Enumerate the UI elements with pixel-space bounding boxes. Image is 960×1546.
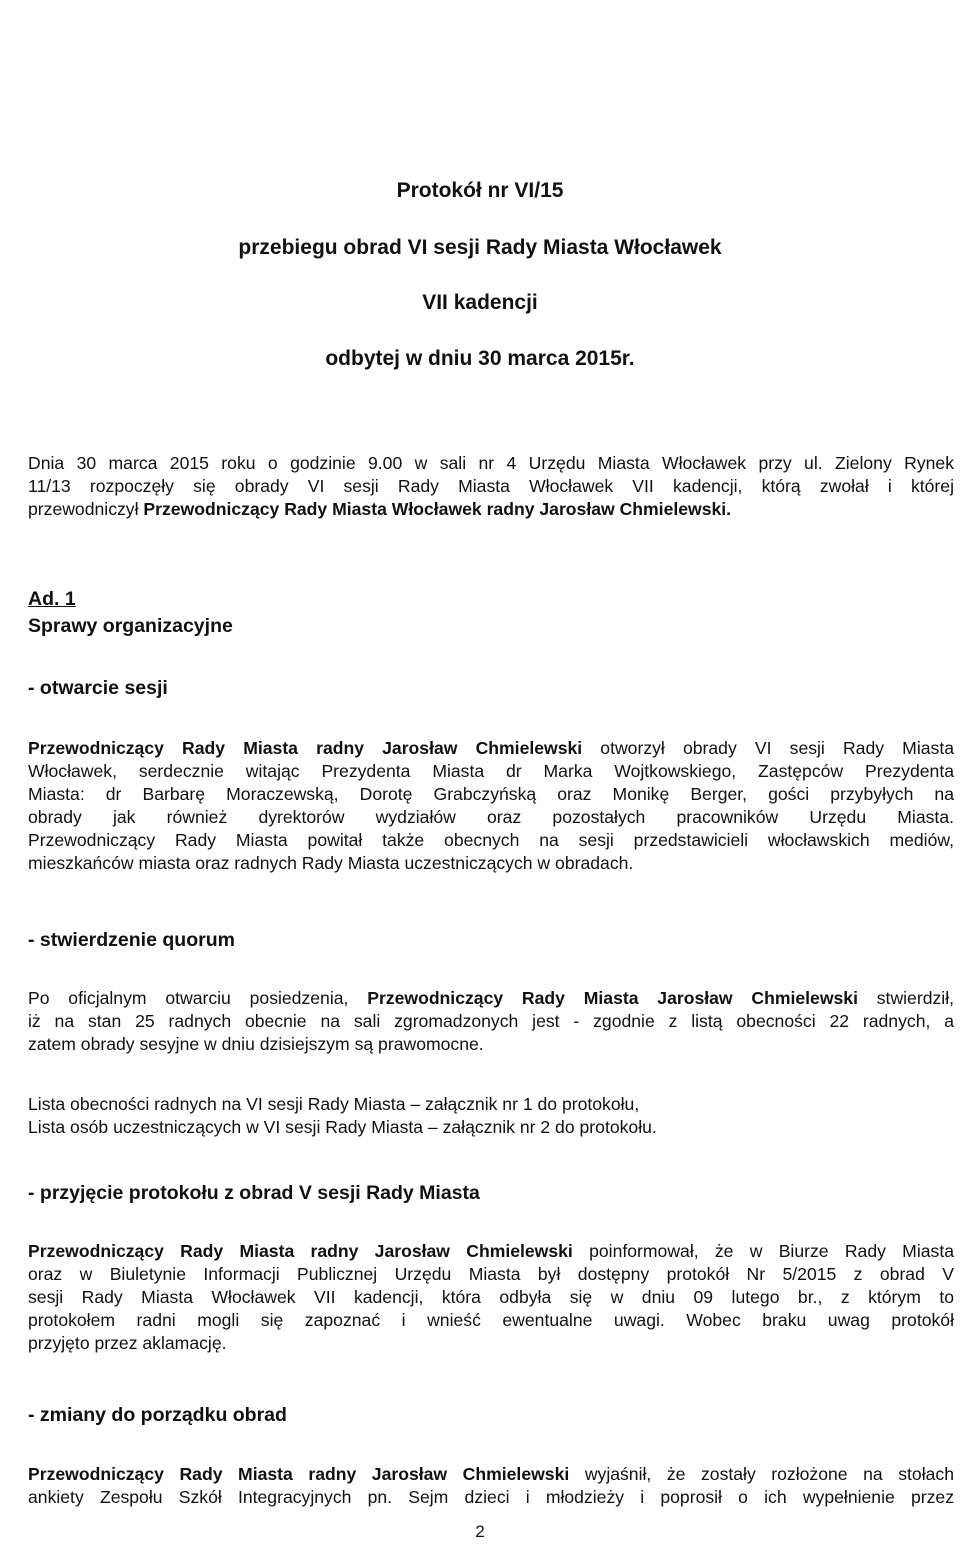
quorum-paragraph <box>28 987 954 1056</box>
intro-line-2: 11/13 rozpoczęły się obrady VI sesji Rady Miasta Włocławek VII kadencji, którą zwołał i której <box>28 476 954 496</box>
opening-paragraph <box>28 737 954 875</box>
opening-line-1-text: otworzył obrady VI sesji Rady Miasta <box>582 738 955 758</box>
heading-opening: - otwarcie sesji <box>28 677 168 699</box>
attachment-2: Lista osób uczestniczących w VI sesji Rady Miasta – załącznik nr 2 do protokołu. <box>28 1117 657 1137</box>
minutes-line-4: protokołem radni mogli się zapoznać i wnieść ewentualne uwagi. Wobec braku uwag protokół <box>28 1310 954 1330</box>
minutes-line-3: sesji Rady Miasta Włocławek VII kadencji, która odbyła się w dniu 09 lutego br., z którym to <box>28 1287 954 1307</box>
minutes-line-1-text: poinformował, że w Biurze Rady Miasta <box>572 1241 954 1261</box>
intro-line-3-text: przewodniczył <box>28 499 144 519</box>
ad-1-label: Ad. 1 <box>28 588 76 610</box>
minutes-line-1 <box>28 1240 954 1263</box>
protocol-subtitle: przebiegu obrad VI sesji Rady Miasta Włocławek <box>238 236 722 259</box>
minutes-paragraph <box>28 1240 954 1355</box>
minutes-line-2: oraz w Biuletynie Informacji Publicznej Urzędu Miasta był dostępny protokół Nr 5/2015 z obrad V <box>28 1264 954 1284</box>
intro-line-3 <box>28 498 954 521</box>
attachments-list <box>28 1093 954 1139</box>
minutes-line-5: przyjęto przez aklamację. <box>28 1333 227 1353</box>
agenda-line-1 <box>28 1463 954 1486</box>
agenda-item-label <box>28 587 76 611</box>
chairman-name: Przewodniczący Rady Miasta Włocławek radny Jarosław Chmielewski. <box>143 499 732 519</box>
quorum-line-1 <box>28 987 954 1010</box>
intro-paragraph <box>28 452 954 521</box>
agenda-chairman: Przewodniczący Rady Miasta radny Jarosław Chmielewski <box>28 1464 570 1484</box>
protocol-title: Protokół nr VI/15 <box>396 179 564 202</box>
quorum-line-2: iż na stan 25 radnych obecnie na sali zgromadzonych jest - zgodnie z listą obecności 22 radnych, a <box>28 1011 954 1031</box>
session-date-line: odbytej w dniu 30 marca 2015r. <box>325 347 635 370</box>
agenda-paragraph <box>28 1463 954 1509</box>
intro-line-1: Dnia 30 marca 2015 roku o godzinie 9.00 w sali nr 4 Urzędu Miasta Włocławek przy ul. Zielony Rynek <box>28 453 954 473</box>
section-title-organizational: Sprawy organizacyjne <box>28 615 233 637</box>
agenda-line-2: ankiety Zespołu Szkół Integracyjnych pn. Sejm dzieci i młodzieży i poprosił o ich wypełnienie przez <box>28 1487 954 1507</box>
opening-line-6: mieszkańców miasta oraz radnych Rady Miasta uczestniczących w obradach. <box>28 853 634 873</box>
heading-quorum: - stwierdzenie quorum <box>28 929 235 951</box>
minutes-chairman: Przewodniczący Rady Miasta radny Jarosław Chmielewski <box>28 1241 573 1261</box>
term-line: VII kadencji <box>422 291 538 314</box>
opening-line-2: Włocławek, serdecznie witając Prezydenta Miasta dr Marka Wojtkowskiego, Zastępców Prezydenta <box>28 761 954 781</box>
opening-line-3: Miasta: dr Barbarę Moraczewską, Dorotę Grabczyńską oraz Monikę Berger, gości przybyłych na <box>28 784 954 804</box>
quorum-line-1-end: stwierdził, <box>857 988 954 1008</box>
agenda-line-1-text: wyjaśnił, że zostały rozłożone na stołach <box>569 1464 954 1484</box>
opening-chairman: Przewodniczący Rady Miasta radny Jarosław Chmielewski <box>28 738 583 758</box>
opening-line-5: Przewodniczący Rady Miasta powitał także obecnych na sesji przedstawicieli włocławskich mediów, <box>28 830 954 850</box>
heading-agenda-changes: - zmiany do porządku obrad <box>28 1404 287 1426</box>
opening-line-4: obrady jak również dyrektorów wydziałów oraz pozostałych pracowników Urzędu Miasta. <box>28 807 954 827</box>
quorum-line-1-text: Po oficjalnym otwarciu posiedzenia, <box>28 988 368 1008</box>
heading-minutes: - przyjęcie protokołu z obrad V sesji Rady Miasta <box>28 1182 480 1204</box>
page-number: 2 <box>475 1522 485 1541</box>
opening-line-1 <box>28 737 954 760</box>
attachment-1: Lista obecności radnych na VI sesji Rady Miasta – załącznik nr 1 do protokołu, <box>28 1094 640 1114</box>
quorum-chairman: Przewodniczący Rady Miasta Jarosław Chmielewski <box>367 988 858 1008</box>
quorum-line-3: zatem obrady sesyjne w dniu dzisiejszym są prawomocne. <box>28 1034 484 1054</box>
